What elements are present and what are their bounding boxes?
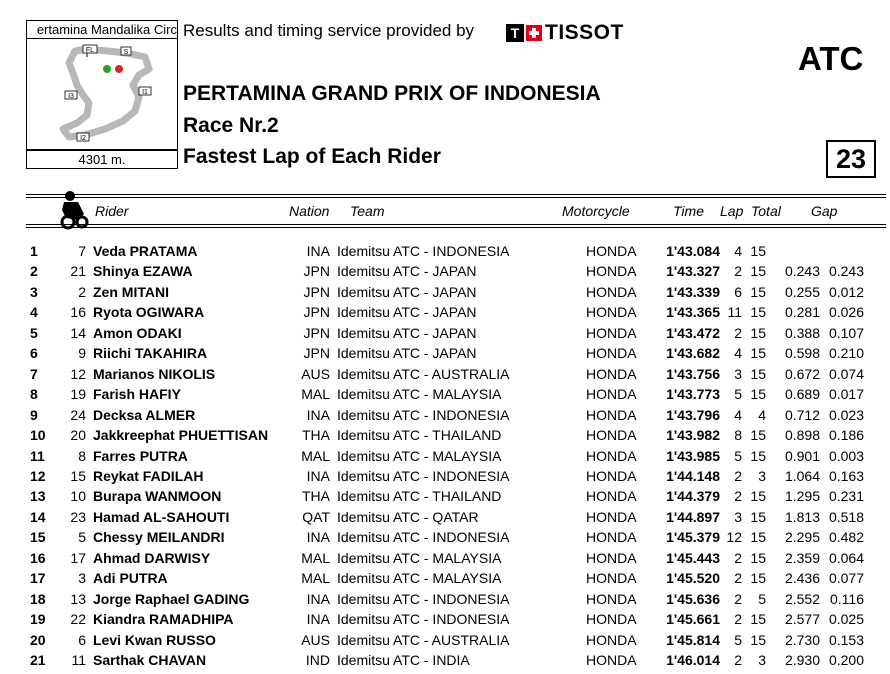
rider-number: 17 (70, 549, 86, 566)
nation: MAL (301, 570, 330, 587)
rider-number: 5 (78, 529, 86, 546)
nation: AUS (301, 365, 330, 382)
table-row (0, 405, 890, 425)
gap-to-first: 1.295 (784, 488, 820, 505)
gap-to-previous: 0.017 (828, 386, 864, 403)
rider-number: 23 (70, 508, 86, 525)
gap-to-previous: 0.003 (828, 447, 864, 464)
lap: 2 (734, 488, 742, 505)
lap-time: 1'46.014 (666, 652, 720, 668)
gap-to-previous: 0.186 (828, 427, 864, 444)
lap-time: 1'45.520 (666, 570, 720, 587)
map-label-i3: I3 (68, 93, 74, 100)
table-row (0, 343, 890, 363)
table-row (0, 241, 890, 261)
motorcycle: HONDA (586, 631, 637, 648)
session-title: Fastest Lap of Each Rider (183, 145, 441, 168)
lap: 8 (734, 427, 742, 444)
team: Idemitsu ATC - MALAYSIA (337, 570, 502, 587)
motorcycle: HONDA (586, 406, 637, 423)
lap: 2 (734, 263, 742, 280)
nation: JPN (303, 345, 330, 362)
rider-name: Kiandra RAMADHIPA (93, 611, 234, 628)
position: 19 (30, 611, 46, 628)
total-laps: 15 (750, 447, 766, 464)
nation: AUS (301, 631, 330, 648)
gap-to-first: 0.255 (784, 283, 820, 300)
gap-to-first: 2.577 (784, 611, 820, 628)
total-laps: 15 (750, 345, 766, 362)
rider-name: Farish HAFIY (93, 386, 181, 403)
rider-number: 12 (70, 365, 86, 382)
team: Idemitsu ATC - JAPAN (337, 283, 477, 300)
gap-to-previous: 0.023 (828, 406, 864, 423)
team: Idemitsu ATC - QATAR (337, 508, 479, 525)
nation: JPN (303, 263, 330, 280)
nation: THA (302, 427, 330, 444)
nation: IND (305, 652, 330, 668)
gap-to-first: 0.281 (784, 304, 820, 321)
nation: INA (306, 406, 330, 423)
total-laps: 5 (758, 590, 766, 607)
position: 7 (30, 365, 38, 382)
lap: 2 (734, 570, 742, 587)
lap: 2 (734, 549, 742, 566)
rider-name: Chessy MEILANDRI (93, 529, 225, 546)
rider-name: Reykat FADILAH (93, 467, 204, 484)
rider-number: 22 (70, 611, 86, 628)
team: Idemitsu ATC - JAPAN (337, 345, 477, 362)
gap-to-first: 2.930 (784, 652, 820, 668)
table-row (0, 568, 890, 588)
nation: INA (306, 467, 330, 484)
team: Idemitsu ATC - JAPAN (337, 263, 477, 280)
rider-number: 16 (70, 304, 86, 321)
gap-to-first: 0.243 (784, 263, 820, 280)
rider-name: Shinya EZAWA (93, 263, 193, 280)
rider-number: 19 (70, 386, 86, 403)
team: Idemitsu ATC - MALAYSIA (337, 447, 502, 464)
table-row (0, 364, 890, 384)
team: Idemitsu ATC - INDONESIA (337, 611, 510, 628)
total-laps: 15 (750, 386, 766, 403)
header-rule-bottom (26, 224, 886, 225)
lap: 2 (734, 324, 742, 341)
rider-name: Farres PUTRA (93, 447, 188, 464)
rider-number: 2 (78, 283, 86, 300)
col-time: Time (673, 203, 704, 219)
rider-number: 6 (78, 631, 86, 648)
gap-to-first: 1.813 (784, 508, 820, 525)
lap: 3 (734, 365, 742, 382)
gap-to-previous: 0.077 (828, 570, 864, 587)
gap-to-previous: 0.064 (828, 549, 864, 566)
nation: MAL (301, 386, 330, 403)
lap-time: 1'44.379 (666, 488, 720, 505)
nation: JPN (303, 324, 330, 341)
team: Idemitsu ATC - MALAYSIA (337, 549, 502, 566)
total-laps: 15 (750, 243, 766, 259)
rider-name: Amon ODAKI (93, 324, 182, 341)
table-row (0, 302, 890, 322)
table-row (0, 425, 890, 445)
nation: JPN (303, 283, 330, 300)
team: Idemitsu ATC - INDONESIA (337, 243, 510, 259)
gap-to-previous: 0.210 (828, 345, 864, 362)
event-title: PERTAMINA GRAND PRIX OF INDONESIA (183, 82, 601, 105)
table-row (0, 486, 890, 506)
gap-to-first: 0.901 (784, 447, 820, 464)
motorcycle: HONDA (586, 652, 637, 668)
total-laps: 3 (758, 652, 766, 668)
lap-time: 1'43.682 (666, 345, 720, 362)
team: Idemitsu ATC - AUSTRALIA (337, 631, 510, 648)
position: 21 (30, 652, 46, 668)
nation: QAT (302, 508, 330, 525)
class-name: ATC (798, 40, 864, 77)
map-red-dot (115, 65, 123, 73)
table-row (0, 609, 890, 629)
rider-number: 9 (78, 345, 86, 362)
total-laps: 4 (758, 406, 766, 423)
rider-name: Decksa ALMER (93, 406, 196, 423)
nation: INA (306, 529, 330, 546)
header-rule-top-2 (26, 197, 886, 198)
header-rule-top (26, 194, 886, 195)
lap-time: 1'43.773 (666, 386, 720, 403)
lap: 6 (734, 283, 742, 300)
col-lap: Lap (720, 203, 744, 219)
position: 17 (30, 570, 46, 587)
lap-time: 1'45.443 (666, 549, 720, 566)
team: Idemitsu ATC - MALAYSIA (337, 386, 502, 403)
lap-time: 1'43.339 (666, 283, 720, 300)
gap-to-first: 2.730 (784, 631, 820, 648)
gap-to-first: 0.712 (784, 406, 820, 423)
position: 3 (30, 283, 38, 300)
position: 13 (30, 488, 46, 505)
rider-name: Sarthak CHAVAN (93, 652, 207, 668)
col-gap: Gap (811, 203, 838, 219)
swiss-cross-icon (526, 25, 542, 41)
rider-number: 13 (70, 590, 86, 607)
motorcycle: HONDA (586, 488, 637, 505)
track-map-icon (27, 39, 177, 149)
lap-time: 1'43.756 (666, 365, 720, 382)
rider-number: 11 (71, 652, 86, 668)
total-laps: 15 (750, 611, 766, 628)
gap-to-first: 1.064 (784, 467, 820, 484)
gap-to-first: 2.436 (784, 570, 820, 587)
total-laps: 15 (750, 529, 766, 546)
lap-time: 1'45.379 (666, 529, 720, 546)
total-laps: 15 (750, 283, 766, 300)
rider-name: Jakkreephat PHUETTISAN (93, 427, 269, 444)
lap-time: 1'43.084 (666, 243, 720, 259)
gap-to-first: 2.552 (784, 590, 820, 607)
gap-to-previous: 0.107 (828, 324, 864, 341)
nation: INA (306, 243, 330, 259)
map-label-fl: FL (85, 47, 95, 54)
lap-time: 1'45.814 (666, 631, 720, 648)
gap-to-first: 2.359 (784, 549, 820, 566)
position: 1 (30, 243, 38, 259)
position: 20 (30, 631, 46, 648)
team: Idemitsu ATC - THAILAND (337, 427, 502, 444)
table-row (0, 466, 890, 486)
team: Idemitsu ATC - INDIA (337, 652, 470, 668)
team: Idemitsu ATC - AUSTRALIA (337, 365, 510, 382)
position: 8 (30, 386, 38, 403)
nation: THA (302, 488, 330, 505)
lap-time: 1'43.365 (666, 304, 720, 321)
rider-name: Levi Kwan RUSSO (93, 631, 216, 648)
gap-to-first: 0.598 (784, 345, 820, 362)
lap: 2 (734, 611, 742, 628)
nation: MAL (301, 549, 330, 566)
position: 9 (30, 406, 38, 423)
lap-time: 1'45.636 (666, 590, 720, 607)
lap: 4 (734, 243, 742, 259)
total-laps: 15 (750, 263, 766, 280)
lap: 2 (734, 652, 742, 668)
lap: 12 (726, 529, 742, 546)
motorcycle: HONDA (586, 386, 637, 403)
gap-to-previous: 0.153 (828, 631, 864, 648)
circuit-name: ertamina Mandalika Circ (26, 20, 178, 39)
gap-to-previous: 0.231 (828, 488, 864, 505)
col-nation: Nation (289, 203, 330, 219)
lap: 2 (734, 467, 742, 484)
lap-time: 1'44.148 (666, 467, 720, 484)
rider-number: 14 (70, 324, 86, 341)
gap-to-previous: 0.012 (828, 283, 864, 300)
rider-name: Marianos NIKOLIS (93, 365, 216, 382)
motorcycle: HONDA (586, 570, 637, 587)
lap: 11 (727, 304, 742, 321)
col-motorcycle: Motorcycle (562, 203, 630, 219)
position: 12 (30, 467, 46, 484)
col-team: Team (350, 203, 385, 219)
motorcycle: HONDA (586, 283, 637, 300)
motorcycle-rider-icon (56, 188, 92, 230)
lap-time: 1'44.897 (666, 508, 720, 525)
motorcycle: HONDA (586, 508, 637, 525)
lap-time: 1'43.985 (666, 447, 720, 464)
lap: 4 (734, 406, 742, 423)
motorcycle: HONDA (586, 324, 637, 341)
team: Idemitsu ATC - THAILAND (337, 488, 502, 505)
rider-name: Riichi TAKAHIRA (93, 345, 208, 362)
lap: 5 (734, 386, 742, 403)
total-laps: 15 (750, 304, 766, 321)
gap-to-previous: 0.200 (828, 652, 864, 668)
rider-number: 21 (70, 263, 86, 280)
total-laps: 3 (758, 467, 766, 484)
gap-to-first: 2.295 (784, 529, 820, 546)
position: 6 (30, 345, 38, 362)
gap-to-previous: 0.074 (828, 365, 864, 382)
race-title: Race Nr.2 (183, 114, 279, 137)
table-row (0, 446, 890, 466)
gap-to-previous: 0.025 (828, 611, 864, 628)
rider-name: Jorge Raphael GADING (93, 590, 250, 607)
map-label-s: S (123, 49, 129, 56)
team: Idemitsu ATC - JAPAN (337, 304, 477, 321)
motorcycle: HONDA (586, 345, 637, 362)
rider-number: 8 (78, 447, 86, 464)
map-label-i2: I2 (80, 135, 86, 142)
gap-to-first: 0.672 (784, 365, 820, 382)
motorcycle: HONDA (586, 304, 637, 321)
table-row (0, 323, 890, 343)
rider-name: Ryota OGIWARA (93, 304, 205, 321)
rider-name: Hamad AL-SAHOUTI (93, 508, 230, 525)
rider-number: 7 (78, 243, 86, 259)
tissot-wordmark: TISSOT (545, 21, 624, 44)
position: 16 (30, 549, 46, 566)
position: 5 (30, 324, 38, 341)
gap-to-first: 0.898 (784, 427, 820, 444)
page-number: 23 (826, 140, 876, 178)
nation: JPN (303, 304, 330, 321)
circuit-map (26, 38, 178, 150)
motorcycle: HONDA (586, 549, 637, 566)
rider-number: 20 (70, 427, 86, 444)
total-laps: 15 (750, 570, 766, 587)
tissot-t-icon: T (506, 24, 524, 42)
nation: INA (306, 611, 330, 628)
gap-to-previous: 0.116 (830, 590, 864, 607)
rider-name: Zen MITANI (93, 283, 169, 300)
map-green-dot (103, 65, 111, 73)
motorcycle: HONDA (586, 611, 637, 628)
rider-name: Adi PUTRA (93, 570, 168, 587)
total-laps: 15 (750, 324, 766, 341)
motorcycle: HONDA (586, 427, 637, 444)
table-row (0, 589, 890, 609)
motorcycle: HONDA (586, 590, 637, 607)
table-row (0, 282, 890, 302)
lap: 3 (734, 508, 742, 525)
motorcycle: HONDA (586, 263, 637, 280)
table-row (0, 507, 890, 527)
motorcycle: HONDA (586, 243, 637, 259)
lap: 4 (734, 345, 742, 362)
table-row (0, 630, 890, 650)
lap-time: 1'45.661 (666, 611, 720, 628)
rider-number: 10 (70, 488, 86, 505)
team: Idemitsu ATC - INDONESIA (337, 590, 510, 607)
position: 18 (30, 590, 46, 607)
table-row (0, 650, 890, 670)
total-laps: 15 (750, 508, 766, 525)
motorcycle: HONDA (586, 447, 637, 464)
total-laps: 15 (750, 488, 766, 505)
team: Idemitsu ATC - INDONESIA (337, 529, 510, 546)
nation: MAL (301, 447, 330, 464)
table-row (0, 548, 890, 568)
motorcycle: HONDA (586, 467, 637, 484)
lap-time: 1'43.327 (666, 263, 720, 280)
motorcycle: HONDA (586, 529, 637, 546)
lap: 5 (734, 631, 742, 648)
position: 15 (30, 529, 46, 546)
rider-name: Burapa WANMOON (93, 488, 222, 505)
col-total: Total (751, 203, 781, 219)
total-laps: 15 (750, 549, 766, 566)
position: 2 (30, 263, 38, 280)
motorcycle: HONDA (586, 365, 637, 382)
table-row (0, 384, 890, 404)
circuit-length: 4301 m. (26, 150, 178, 169)
position: 11 (30, 447, 45, 464)
gap-to-previous: 0.026 (828, 304, 864, 321)
provider-text: Results and timing service provided by (183, 21, 475, 40)
table-row (0, 261, 890, 281)
gap-to-first: 0.689 (784, 386, 820, 403)
position: 14 (30, 508, 46, 525)
position: 10 (30, 427, 46, 444)
gap-to-previous: 0.518 (828, 508, 864, 525)
lap-time: 1'43.472 (666, 324, 720, 341)
lap-time: 1'43.982 (666, 427, 720, 444)
table-row (0, 527, 890, 547)
team: Idemitsu ATC - JAPAN (337, 324, 477, 341)
total-laps: 15 (750, 427, 766, 444)
position: 4 (30, 304, 38, 321)
gap-to-previous: 0.482 (828, 529, 864, 546)
rider-number: 3 (78, 570, 86, 587)
col-rider: Rider (95, 203, 129, 219)
rider-number: 15 (70, 467, 86, 484)
tissot-logo (506, 22, 624, 44)
total-laps: 15 (750, 631, 766, 648)
rider-number: 24 (70, 406, 86, 423)
lap-time: 1'43.796 (666, 406, 720, 423)
gap-to-previous: 0.163 (828, 467, 864, 484)
team: Idemitsu ATC - INDONESIA (337, 406, 510, 423)
gap-to-previous: 0.243 (828, 263, 864, 280)
gap-to-first: 0.388 (784, 324, 820, 341)
rider-name: Veda PRATAMA (93, 243, 198, 259)
total-laps: 15 (750, 365, 766, 382)
header-rule-bottom-2 (26, 227, 886, 228)
lap: 5 (734, 447, 742, 464)
rider-name: Ahmad DARWISY (93, 549, 211, 566)
lap: 2 (734, 590, 742, 607)
nation: INA (306, 590, 330, 607)
map-label-i1: I1 (142, 89, 148, 96)
team: Idemitsu ATC - INDONESIA (337, 467, 510, 484)
